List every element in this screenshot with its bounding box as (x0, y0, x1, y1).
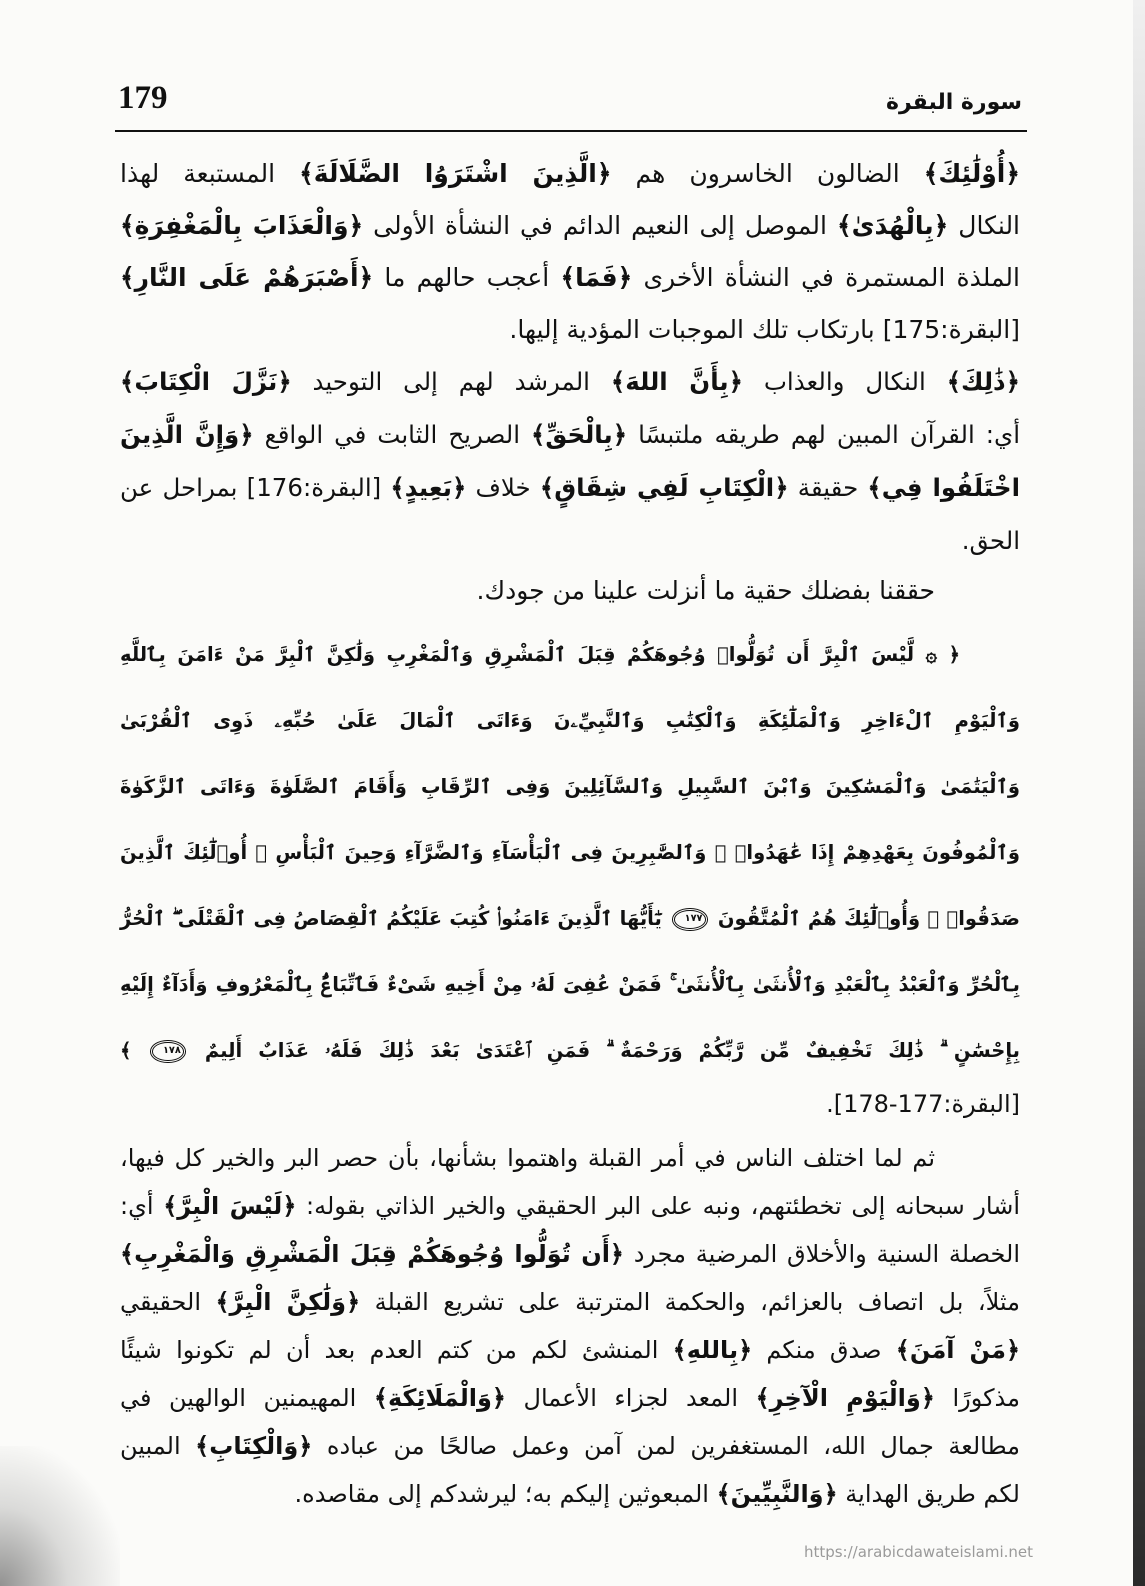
commentary-text: المنشئ لكم من كتم العدم بعد أن لم تكونوا شيئًا (120, 1336, 673, 1364)
header-rule (115, 130, 1027, 132)
commentary-text: حقيقة (788, 473, 868, 502)
ayah-number-marker: ١٧٧ (672, 908, 707, 931)
quran-verse-text: يَٰٓأَيُّهَا ٱلَّذِينَ ءَامَنُوا۟ كُتِبَ عَلَيْكُمُ ٱلْقِصَاصُ فِى ٱلْقَتْلَى ۖ ٱلْحُرُّ (120, 907, 670, 930)
quran-quote: ﴿وَالنَّبِيِّينَ﴾ (716, 1480, 838, 1508)
commentary-text: الملذة المستمرة في النشأة الأخرى (632, 263, 1020, 292)
commentary-paragraph (120, 355, 1020, 567)
quran-verse-text: وَٱلْيَوْمِ ٱلْءَاخِرِ وَٱلْمَلَٰٓئِكَةِ وَٱلْكِتَٰبِ وَٱلنَّبِيِّۦنَ وَءَاتَى ٱلْمَالَ عَلَىٰ حُبِّهِۦ ذَوِى ٱلْقُرْبَىٰ (120, 709, 1020, 732)
commentary-text: أعجب حالهم ما (373, 263, 561, 292)
commentary-text: الصريح الثابت في الواقع (253, 420, 532, 449)
quran-verse-text: صَدَقُوا۟ ۖ وَأُو۟لَٰٓئِكَ هُمُ ٱلْمُتَّقُونَ (710, 907, 1020, 930)
quran-quote: ﴿وَالْعَذَابَ بِالْمَغْفِرَةِ﴾ (120, 211, 364, 240)
commentary-paragraph (120, 148, 1020, 356)
quran-verse-line (120, 820, 1020, 886)
commentary-text: [البقرة:175] بارتكاب تلك الموجبات المؤدية إليها. (509, 315, 1020, 344)
commentary-paragraph (120, 1134, 1020, 1518)
text-line (120, 1230, 1020, 1278)
quran-quote: ﴿الَّذِينَ اشْتَرَوُا الضَّلَالَةَ﴾ (299, 159, 612, 188)
page-number: 179 (118, 80, 168, 116)
commentary-text: مذكورًا (934, 1384, 1020, 1412)
commentary-text: المبين (120, 1432, 196, 1460)
quran-quote: ﴿لَيْسَ الْبِرَّ﴾ (163, 1192, 297, 1220)
commentary-text: أي: (120, 1192, 164, 1220)
commentary-text: الخصلة السنية والأخلاق المرضية مجرد (624, 1240, 1021, 1268)
text-line (120, 1134, 1020, 1182)
verse-reference (120, 1082, 1020, 1126)
text-line (120, 1422, 1020, 1470)
quran-quote: ﴿بِالْحَقِّ﴾ (531, 420, 628, 449)
commentary-text: الحقيقي (120, 1288, 216, 1316)
quran-quote: ﴿ذَٰلِكَ﴾ (946, 367, 1020, 396)
quran-quote: ﴿الْكِتَابِ لَفِي شِقَاقٍ﴾ (539, 473, 789, 502)
quran-verse-text: ﴿ ۞ لَّيْسَ ٱلْبِرَّ أَن تُوَلُّوا۟ وُجُوهَكُمْ قِبَلَ ٱلْمَشْرِقِ وَٱلْمَغْرِبِ وَلَٰكِنَّ ٱلْبِرَّ مَنْ ءَامَنَ بِٱللَّهِ (120, 643, 960, 666)
quran-quote: ﴿فَمَا﴾ (560, 263, 633, 292)
quran-quote: ﴿بِأَنَّ اللهَ﴾ (610, 367, 743, 396)
quran-quote: ﴿مَنْ آمَنَ﴾ (895, 1336, 1021, 1364)
quran-quote: ﴿أُوْلَٰئِكَ﴾ (923, 159, 1020, 188)
text-line (120, 1182, 1020, 1230)
commentary-text: الضالون الخاسرون هم (611, 159, 924, 188)
scan-page-edge (1133, 0, 1145, 1586)
quran-quote: ﴿بِاللهِ﴾ (672, 1336, 753, 1364)
quran-quote: ﴿نَزَّلَ الْكِتَابَ﴾ (120, 367, 292, 396)
commentary-text: حققنا بفضلك حقية ما أنزلت علينا من جودك. (476, 576, 935, 605)
quran-verse-text: وَٱلْيَتَٰمَىٰ وَٱلْمَسَٰكِينَ وَٱبْنَ ٱلسَّبِيلِ وَٱلسَّآئِلِينَ وَفِى ٱلرِّقَابِ وَأَقَامَ ٱلصَّلَوٰةَ وَءَاتَى ٱلزَّكَوٰةَ (120, 775, 1020, 798)
quran-verse-text: بِإِحْسَٰنٍ ۗ ذَٰلِكَ تَخْفِيفٌ مِّن رَّبِّكُمْ وَرَحْمَةٌ ۗ فَمَنِ ٱعْتَدَىٰ بَعْدَ ذَٰلِكَ فَلَهُۥ عَذَابٌ أَلِيمٌ (188, 1039, 1020, 1062)
text-line (120, 408, 1020, 461)
commentary-text: خلاف (466, 473, 540, 502)
quran-quote: ﴿وَالْكِتَابِ﴾ (195, 1432, 313, 1460)
commentary-text: [البقرة:176] بمراحل عن (120, 473, 391, 502)
commentary-text: ثم لما اختلف الناس في أمر القبلة واهتموا بشأنها، بأن حصر البر والخير كل فيها، (120, 1144, 935, 1172)
text-line (120, 304, 1020, 356)
commentary-text: المعد لجزاء الأعمال (506, 1384, 756, 1412)
commentary-text: أي: القرآن المبين لهم طريقه ملتبسًا (627, 420, 1021, 449)
quran-quote: ﴿وَلَٰكِنَّ الْبِرَّ﴾ (215, 1288, 361, 1316)
commentary-text: صدق منكم (752, 1336, 896, 1364)
quran-verse-line (120, 952, 1020, 1018)
text-line (120, 1374, 1020, 1422)
scan-corner-shadow (0, 1446, 120, 1586)
quran-verse-line (120, 886, 1020, 952)
quran-quote: ﴿أَصْبَرَهُمْ عَلَى النَّارِ﴾ (120, 263, 374, 292)
quran-verse-line (120, 688, 1020, 754)
commentary-text: المبعوثين إليكم به؛ ليرشدكم إلى مقاصده. (294, 1480, 717, 1508)
ayah-number-marker: ١٧٨ (150, 1040, 185, 1063)
text-line (120, 1326, 1020, 1374)
commentary-text: النكال (948, 211, 1021, 240)
text-line (120, 514, 1020, 567)
quran-quote: ﴿وَالْمَلَائِكَةِ﴾ (373, 1384, 506, 1412)
commentary-text: المستبعة لهذا (120, 159, 300, 188)
commentary-text: المهيمنين الوالهين في (120, 1384, 374, 1412)
text-line (120, 148, 1020, 200)
running-header-surah-title: سورة البقرة (885, 90, 1022, 115)
quran-quote: ﴿أَن تُوَلُّوا وُجُوهَكُمْ قِبَلَ الْمَشْرِقِ وَالْمَغْرِبِ﴾ (120, 1240, 624, 1268)
commentary-text: المرشد لهم إلى التوحيد (291, 367, 611, 396)
text-line (120, 252, 1020, 304)
quran-quote: اخْتَلَفُوا فِي﴾ (867, 473, 1020, 502)
quran-verse-line (120, 754, 1020, 820)
site-watermark: https://arabicdawateislami.net (803, 1543, 1033, 1561)
quran-quote: ﴿بِالْهُدَىٰ﴾ (836, 211, 949, 240)
text-line (120, 566, 1020, 616)
verse-reference-text: [البقرة:177-178]. (826, 1090, 1020, 1118)
text-line (120, 1470, 1020, 1518)
commentary-text: مطالعة جمال الله، المستغفرين لمن آمن وعمل صالحًا من عباده (312, 1432, 1020, 1460)
commentary-text: لكم طريق الهداية (837, 1480, 1020, 1508)
quran-verse-line (120, 1018, 1020, 1084)
supplication-line (120, 566, 1020, 616)
quran-verse-text: وَٱلْمُوفُونَ بِعَهْدِهِمْ إِذَا عَٰهَدُوا۟ ۖ وَٱلصَّٰبِرِينَ فِى ٱلْبَأْسَآءِ وَٱلضَّرَّآءِ وَحِينَ ٱلْبَأْسِ ۗ أُو۟لَٰٓئِكَ ٱلَّذِينَ (120, 841, 1020, 864)
text-line (120, 1278, 1020, 1326)
commentary-text: الحق. (961, 526, 1020, 555)
commentary-text: الموصل إلى النعيم الدائم في النشأة الأولى (363, 211, 837, 240)
commentary-text: أشار سبحانه إلى تخطئتهم، ونبه على البر الحقيقي والخير الذاتي بقوله: (296, 1192, 1021, 1220)
quran-quote: ﴿بَعِيدٍ﴾ (390, 473, 467, 502)
commentary-text: النكال والعذاب (742, 367, 947, 396)
quran-quote: ﴿وَالْيَوْمِ الْآخِرِ﴾ (755, 1384, 935, 1412)
quran-verses-block (120, 622, 1020, 1084)
text-line (120, 200, 1020, 252)
quran-verse-line (120, 622, 1020, 688)
text-line (120, 461, 1020, 514)
quran-quote: ﴿وَإِنَّ الَّذِينَ (120, 420, 254, 449)
text-line (120, 1082, 1020, 1126)
text-line (120, 355, 1020, 408)
commentary-text: مثلاً، بل اتصاف بالعزائم، والحكمة المترتبة على تشريع القبلة (360, 1288, 1020, 1316)
quran-verse-text: بِٱلْحُرِّ وَٱلْعَبْدُ بِٱلْعَبْدِ وَٱلْأُنثَىٰ بِٱلْأُنثَىٰ ۚ فَمَنْ عُفِىَ لَهُۥ مِنْ أَخِيهِ شَىْءٌ فَٱتِّبَاعٌۢ بِٱلْمَعْرُوفِ وَأَدَآءٌ إِلَيْهِ (120, 973, 1020, 996)
quran-verse-text: ﴾ (120, 1039, 148, 1062)
